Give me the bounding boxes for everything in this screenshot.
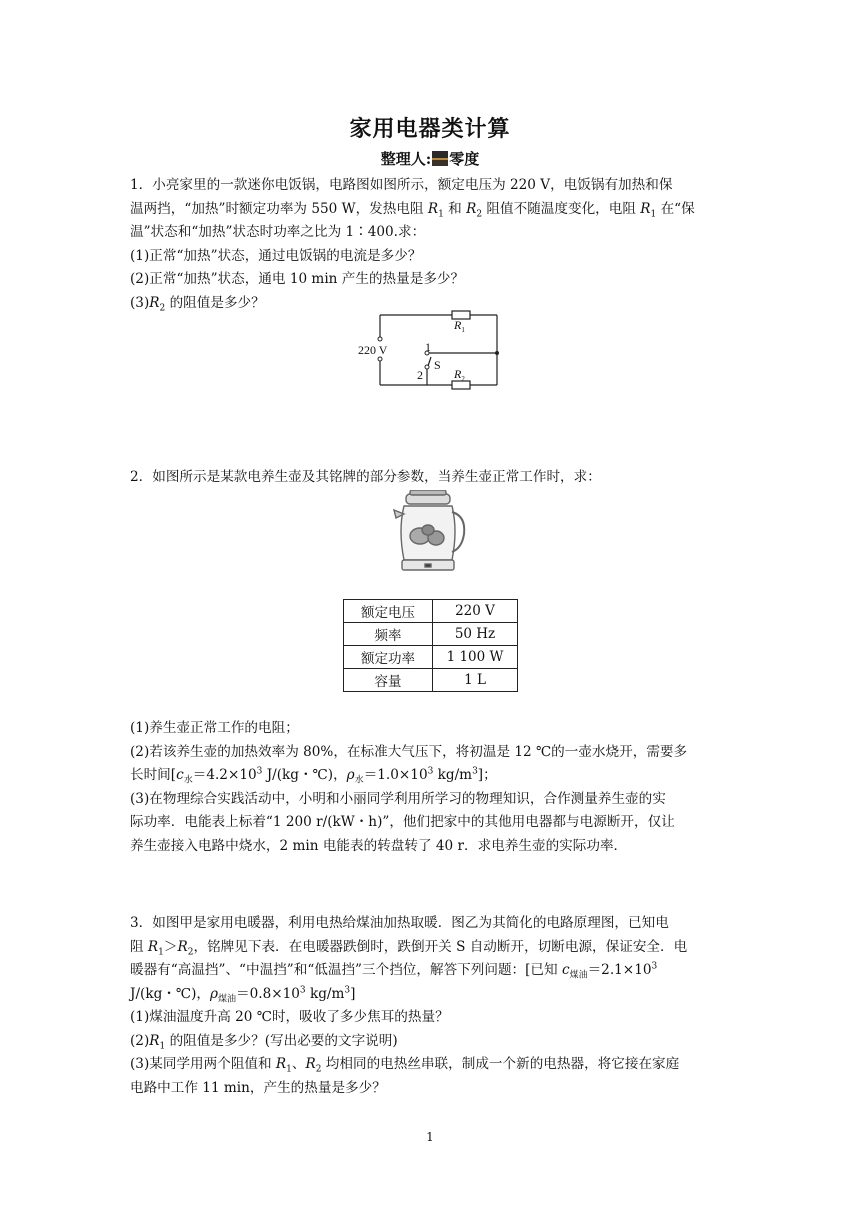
circuit-diagram bbox=[355, 305, 515, 395]
q2-sub-3a: (3)在物理综合实践活动中，小明和小丽同学利用所学习的物理知识，合作测量养生壶的实 bbox=[130, 790, 666, 807]
page-title: 家用电器类计算 bbox=[349, 116, 511, 142]
circuit-switch-label: S bbox=[434, 358, 441, 372]
compiler-label: 整理人: bbox=[380, 150, 432, 168]
circuit-r1-label: $R_1$ bbox=[454, 318, 465, 334]
sunset-avatar-icon bbox=[432, 151, 448, 166]
question-2-parts bbox=[130, 717, 730, 858]
q3-line-2: 阻 $R_1>R_2$，铭牌见下表．在电暖器跌倒时，跌倒开关 S 自动断开，切断电源，保证安全．电 bbox=[130, 938, 688, 958]
q2-sub-2b: 长时间[$c_水=4.2\times 10^3$ J/(kg・℃)，$\rho_水=1.0\times 10^3$ $kg/m^3$]； bbox=[130, 766, 497, 786]
circuit-pos1-label: 1 bbox=[425, 340, 431, 354]
q1-sub-2: (2)正常“加热”状态，通电 10 min 产生的热量是多少？ bbox=[130, 271, 465, 287]
q2-sub-3c: 养生壶接入电路中烧水，2 min 电能表的转盘转了 40 r．求电养生壶的实际功率． bbox=[130, 837, 628, 854]
q2-sub-2a: (2)若该养生壶的加热效率为 80%，在标准大气压下，将初温是 12 ℃的一壶水烧开，需要多 bbox=[130, 743, 688, 760]
q3-sub-3: (3)某同学用两个阻值和 $R_1$、$R_2$ 均相同的电热丝串联，制成一个新的电热器，将它接在家庭 bbox=[130, 1056, 680, 1075]
q3-sub-3-cont: 电路中工作 11 min，产生的热量是多少？ bbox=[130, 1079, 386, 1096]
q1-sub-1: (1)正常“加热”状态，通过电饭锅的电流是多少？ bbox=[130, 247, 422, 264]
circuit-voltage-label: 220 V bbox=[358, 343, 388, 357]
table-row: 额定功率 1 100 W bbox=[344, 646, 518, 669]
table-row: 额定电压 220 V bbox=[344, 600, 518, 623]
compiler-name: 零度 bbox=[449, 150, 480, 168]
q3-sub-1: (1)煤油温度升高 20 ℃时，吸收了多少焦耳的热量？ bbox=[130, 1009, 449, 1025]
q1-line-3: 温”状态和“加热”状态时功率之比为 1∶400.求： bbox=[130, 224, 426, 240]
table-row: 频率 50 Hz bbox=[344, 623, 518, 646]
question-1 bbox=[130, 174, 730, 315]
q1-line-1: 1．小亮家里的一款迷你电饭锅，电路图如图所示，额定电压为 220 V，电饭锅有加热和保 bbox=[130, 177, 673, 193]
q3-line-4: J/(kg・℃)，$\rho_{煤油}=0.8\times 10^3$ $kg/m^3$] bbox=[130, 984, 356, 1005]
table-row: 容量 1 L bbox=[344, 669, 518, 692]
q1-sub-3: $(3)R_2$ 的阻值是多少？ bbox=[130, 294, 265, 314]
q3-sub-2: $(2)R_1$ 的阻值是多少？(写出必要的文字说明) bbox=[130, 1032, 398, 1052]
question-3 bbox=[130, 912, 730, 1100]
q3-line-3: 暖器有“高温挡”、“中温挡”和“低温挡”三个挡位，解答下列问题：[已知 $c_{煤油}=2.1\times 10^3$ bbox=[130, 961, 658, 981]
q2-line-1: 2．如图所示是某款电养生壶及其铭牌的部分参数，当养生壶正常工作时，求： bbox=[130, 469, 601, 485]
circuit-r2-label: $R_2$ bbox=[454, 367, 465, 383]
q2-sub-3b: 际功率．电能表上标着“1 200 r/(kW・h)”，他们把家中的其他用电器都与电源断开，仅让 bbox=[130, 814, 675, 830]
q3-line-1: 3．如图甲是家用电暖器，利用电热给煤油加热取暖．图乙为其简化的电路原理图，已知电 bbox=[130, 915, 669, 931]
question-2-intro bbox=[130, 466, 730, 490]
q1-line-2: 温两挡，“加热”时额定功率为 550 W，发热电阻 $R_1$ 和 $R_2$ 阻值不随温度变化，电阻 $R_1$ 在“保 bbox=[130, 200, 695, 220]
q2-sub-1: (1)养生壶正常工作的电阻； bbox=[130, 720, 299, 736]
circuit-pos2-label: 2 bbox=[417, 368, 423, 382]
page-number: 1 bbox=[426, 1130, 434, 1144]
compiler-line bbox=[0, 148, 860, 169]
kettle-spec-table bbox=[343, 599, 518, 692]
kettle-image bbox=[392, 490, 470, 574]
